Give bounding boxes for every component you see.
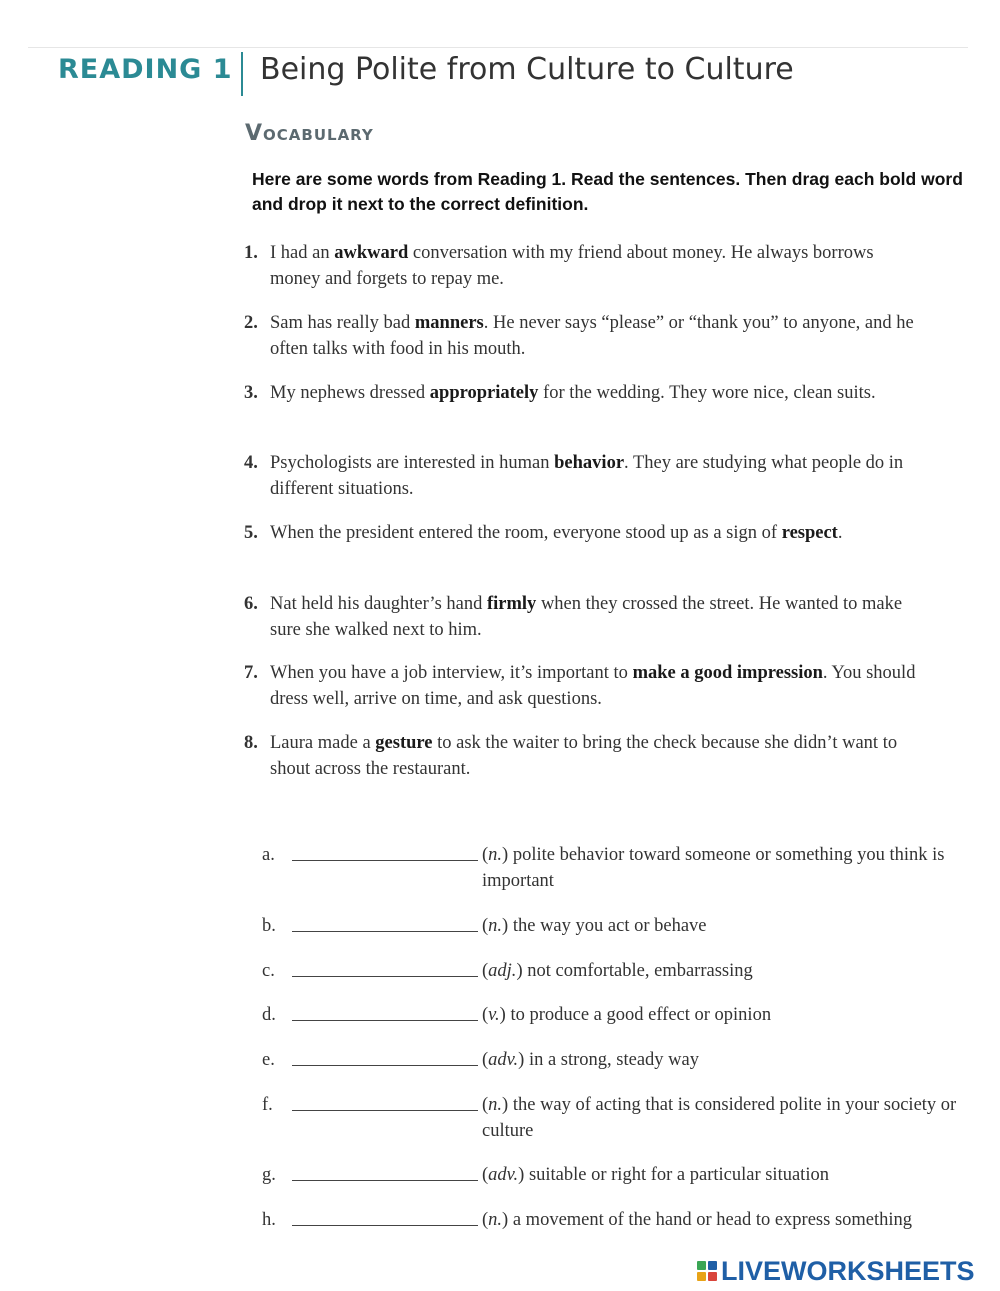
definition-item: e. (adv.) in a strong, steady way	[262, 1047, 962, 1073]
definition-letter: d.	[262, 1005, 276, 1025]
definition-letter: a.	[262, 845, 275, 865]
sentence-item: 2. Sam has really bad manners. He never says “please” or “thank you” to anyone, and he often talks with food in his mouth.	[244, 310, 924, 362]
definition-item: a. (n.) polite behavior toward someone or something you think is important	[262, 842, 962, 894]
answer-drop-zone[interactable]	[292, 1225, 478, 1226]
header-separator	[241, 52, 243, 96]
definition-letter: f.	[262, 1095, 273, 1115]
answer-drop-zone[interactable]	[292, 1020, 478, 1021]
definition-item: d. (v.) to produce a good effect or opinion	[262, 1002, 962, 1028]
sentence-number: 6.	[244, 594, 258, 614]
sentence-number: 2.	[244, 313, 258, 333]
sentence-number: 7.	[244, 663, 258, 683]
sentence-number: 8.	[244, 733, 258, 753]
definition-item: b. (n.) the way you act or behave	[262, 913, 962, 939]
top-divider	[28, 47, 968, 48]
sentence-number: 5.	[244, 523, 258, 543]
draggable-word[interactable]: manners	[414, 313, 484, 333]
logo-text: LIVEWORKSHEETS	[721, 1255, 975, 1286]
definition-letter: c.	[262, 961, 275, 981]
sentence-number: 1.	[244, 243, 258, 263]
draggable-word[interactable]: make a good impression	[632, 663, 823, 683]
definition-letter: e.	[262, 1050, 275, 1070]
draggable-word[interactable]: awkward	[334, 243, 409, 263]
draggable-word[interactable]: appropriately	[429, 383, 539, 403]
definition-item: c. (adj.) not comfortable, embarrassing	[262, 958, 962, 984]
answer-drop-zone[interactable]	[292, 1065, 478, 1066]
liveworksheets-logo[interactable]	[697, 1256, 975, 1286]
sentence-item: 8. Laura made a gesture to ask the waiter to bring the check because she didn’t want to shout across the restaurant.	[244, 730, 924, 782]
definition-letter: h.	[262, 1210, 276, 1230]
section-heading: Vocabulary	[245, 121, 374, 146]
logo-icon	[697, 1261, 717, 1281]
sentence-item: 1. I had an awkward conversation with my friend about money. He always borrows money and forgets to repay me.	[244, 240, 924, 292]
definition-letter: b.	[262, 916, 276, 936]
sentence-item: 3. My nephews dressed appropriately for the wedding. They wore nice, clean suits.	[244, 380, 924, 406]
answer-drop-zone[interactable]	[292, 1110, 478, 1111]
sentence-item: 6. Nat held his daughter’s hand firmly when they crossed the street. He wanted to make sure she walked next to him.	[244, 591, 924, 643]
sentence-item: 7. When you have a job interview, it’s important to make a good impression. You should dress well, arrive on time, and ask questions.	[244, 660, 924, 712]
draggable-word[interactable]: respect	[781, 523, 838, 543]
definition-item: g. (adv.) suitable or right for a particular situation	[262, 1162, 962, 1188]
instructions: Here are some words from Reading 1. Read the sentences. Then drag each bold word and drop it next to the correct definition.	[252, 169, 963, 214]
definition-letter: g.	[262, 1165, 276, 1185]
sentence-number: 4.	[244, 453, 258, 473]
answer-drop-zone[interactable]	[292, 860, 478, 861]
draggable-word[interactable]: gesture	[375, 733, 433, 753]
definition-item: f. (n.) the way of acting that is considered polite in your society or culture	[262, 1092, 962, 1144]
sentence-number: 3.	[244, 383, 258, 403]
page-title: Being Polite from Culture to Culture	[260, 52, 794, 87]
definition-item: h. (n.) a movement of the hand or head to express something	[262, 1207, 962, 1233]
sentence-item: 4. Psychologists are interested in human behavior. They are studying what people do in different situations.	[244, 450, 924, 502]
answer-drop-zone[interactable]	[292, 931, 478, 932]
answer-drop-zone[interactable]	[292, 976, 478, 977]
sentence-item: 5. When the president entered the room, everyone stood up as a sign of respect.	[244, 520, 924, 546]
answer-drop-zone[interactable]	[292, 1180, 478, 1181]
reading-label: READING 1	[58, 54, 233, 85]
draggable-word[interactable]: firmly	[487, 594, 537, 614]
draggable-word[interactable]: behavior	[554, 453, 625, 473]
